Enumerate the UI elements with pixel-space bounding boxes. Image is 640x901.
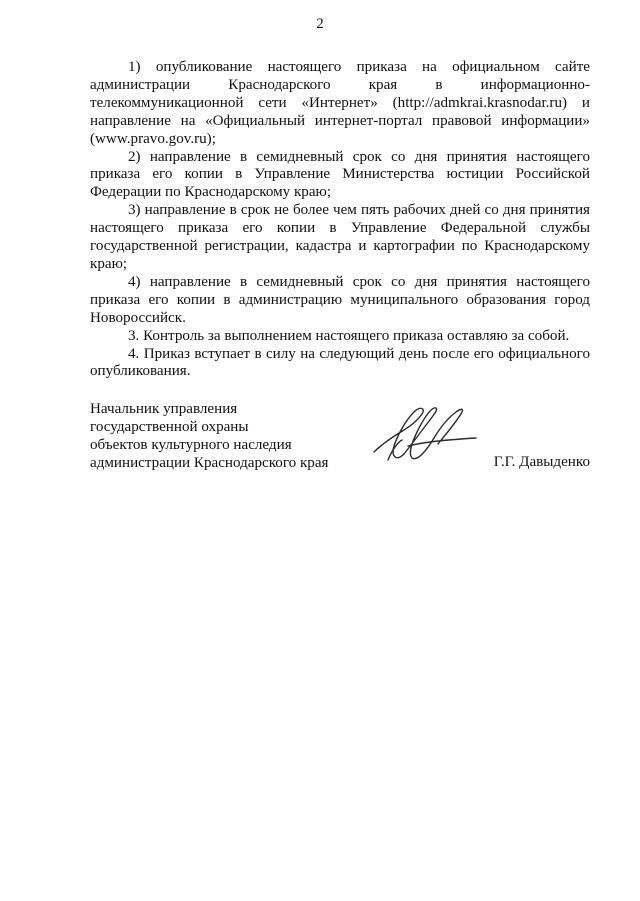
handwritten-signature [368, 400, 480, 478]
paragraph-ministry-of-justice: 2) направление в семидневный срок со дня принятия настоящего приказа его копии в Управление Министерства юстиции Российской Федерации по Краснодарскому краю; [90, 148, 590, 201]
paragraph-rosreestr: 3) направление в срок не более чем пять рабочих дней со дня принятия настоящего приказа его копии в Управление Федеральной службы государственной регистрации, кадастра и картографии по Краснодарскому краю; [90, 202, 590, 272]
paragraph-effective-date: 4. Приказ вступает в силу на следующий день после его официального опубликования. [90, 345, 590, 380]
paragraph-control: 3. Контроль за выполнением настоящего приказа оставляю за собой. [128, 327, 570, 344]
signer-title-line: администрации Краснодарского края [90, 454, 329, 471]
order-body [90, 59, 590, 381]
signer-title-line: государственной охраны [90, 418, 249, 435]
signer-title [90, 401, 350, 473]
paragraph-publication: 1) опубликование настоящего приказа на официальном сайте администрации Краснодарского края в информационно-телекоммуникационной сети «Интернет» (http://admkrai.krasnodar.ru) и направление на «Официальный интернет-портал правовой информации» (www.pravo.gov.ru); [90, 59, 590, 147]
page-number: 2 [316, 16, 324, 32]
signer-title-line: объектов культурного наследия [90, 436, 292, 453]
signer-name: Г.Г. Давыденко [493, 454, 590, 470]
signer-title-line: Начальник управления [90, 401, 238, 417]
paragraph-novorossiysk: 4) направление в семидневный срок со дня принятия настоящего приказа его копии в администрацию муниципального образования город Новороссийск. [90, 273, 590, 326]
